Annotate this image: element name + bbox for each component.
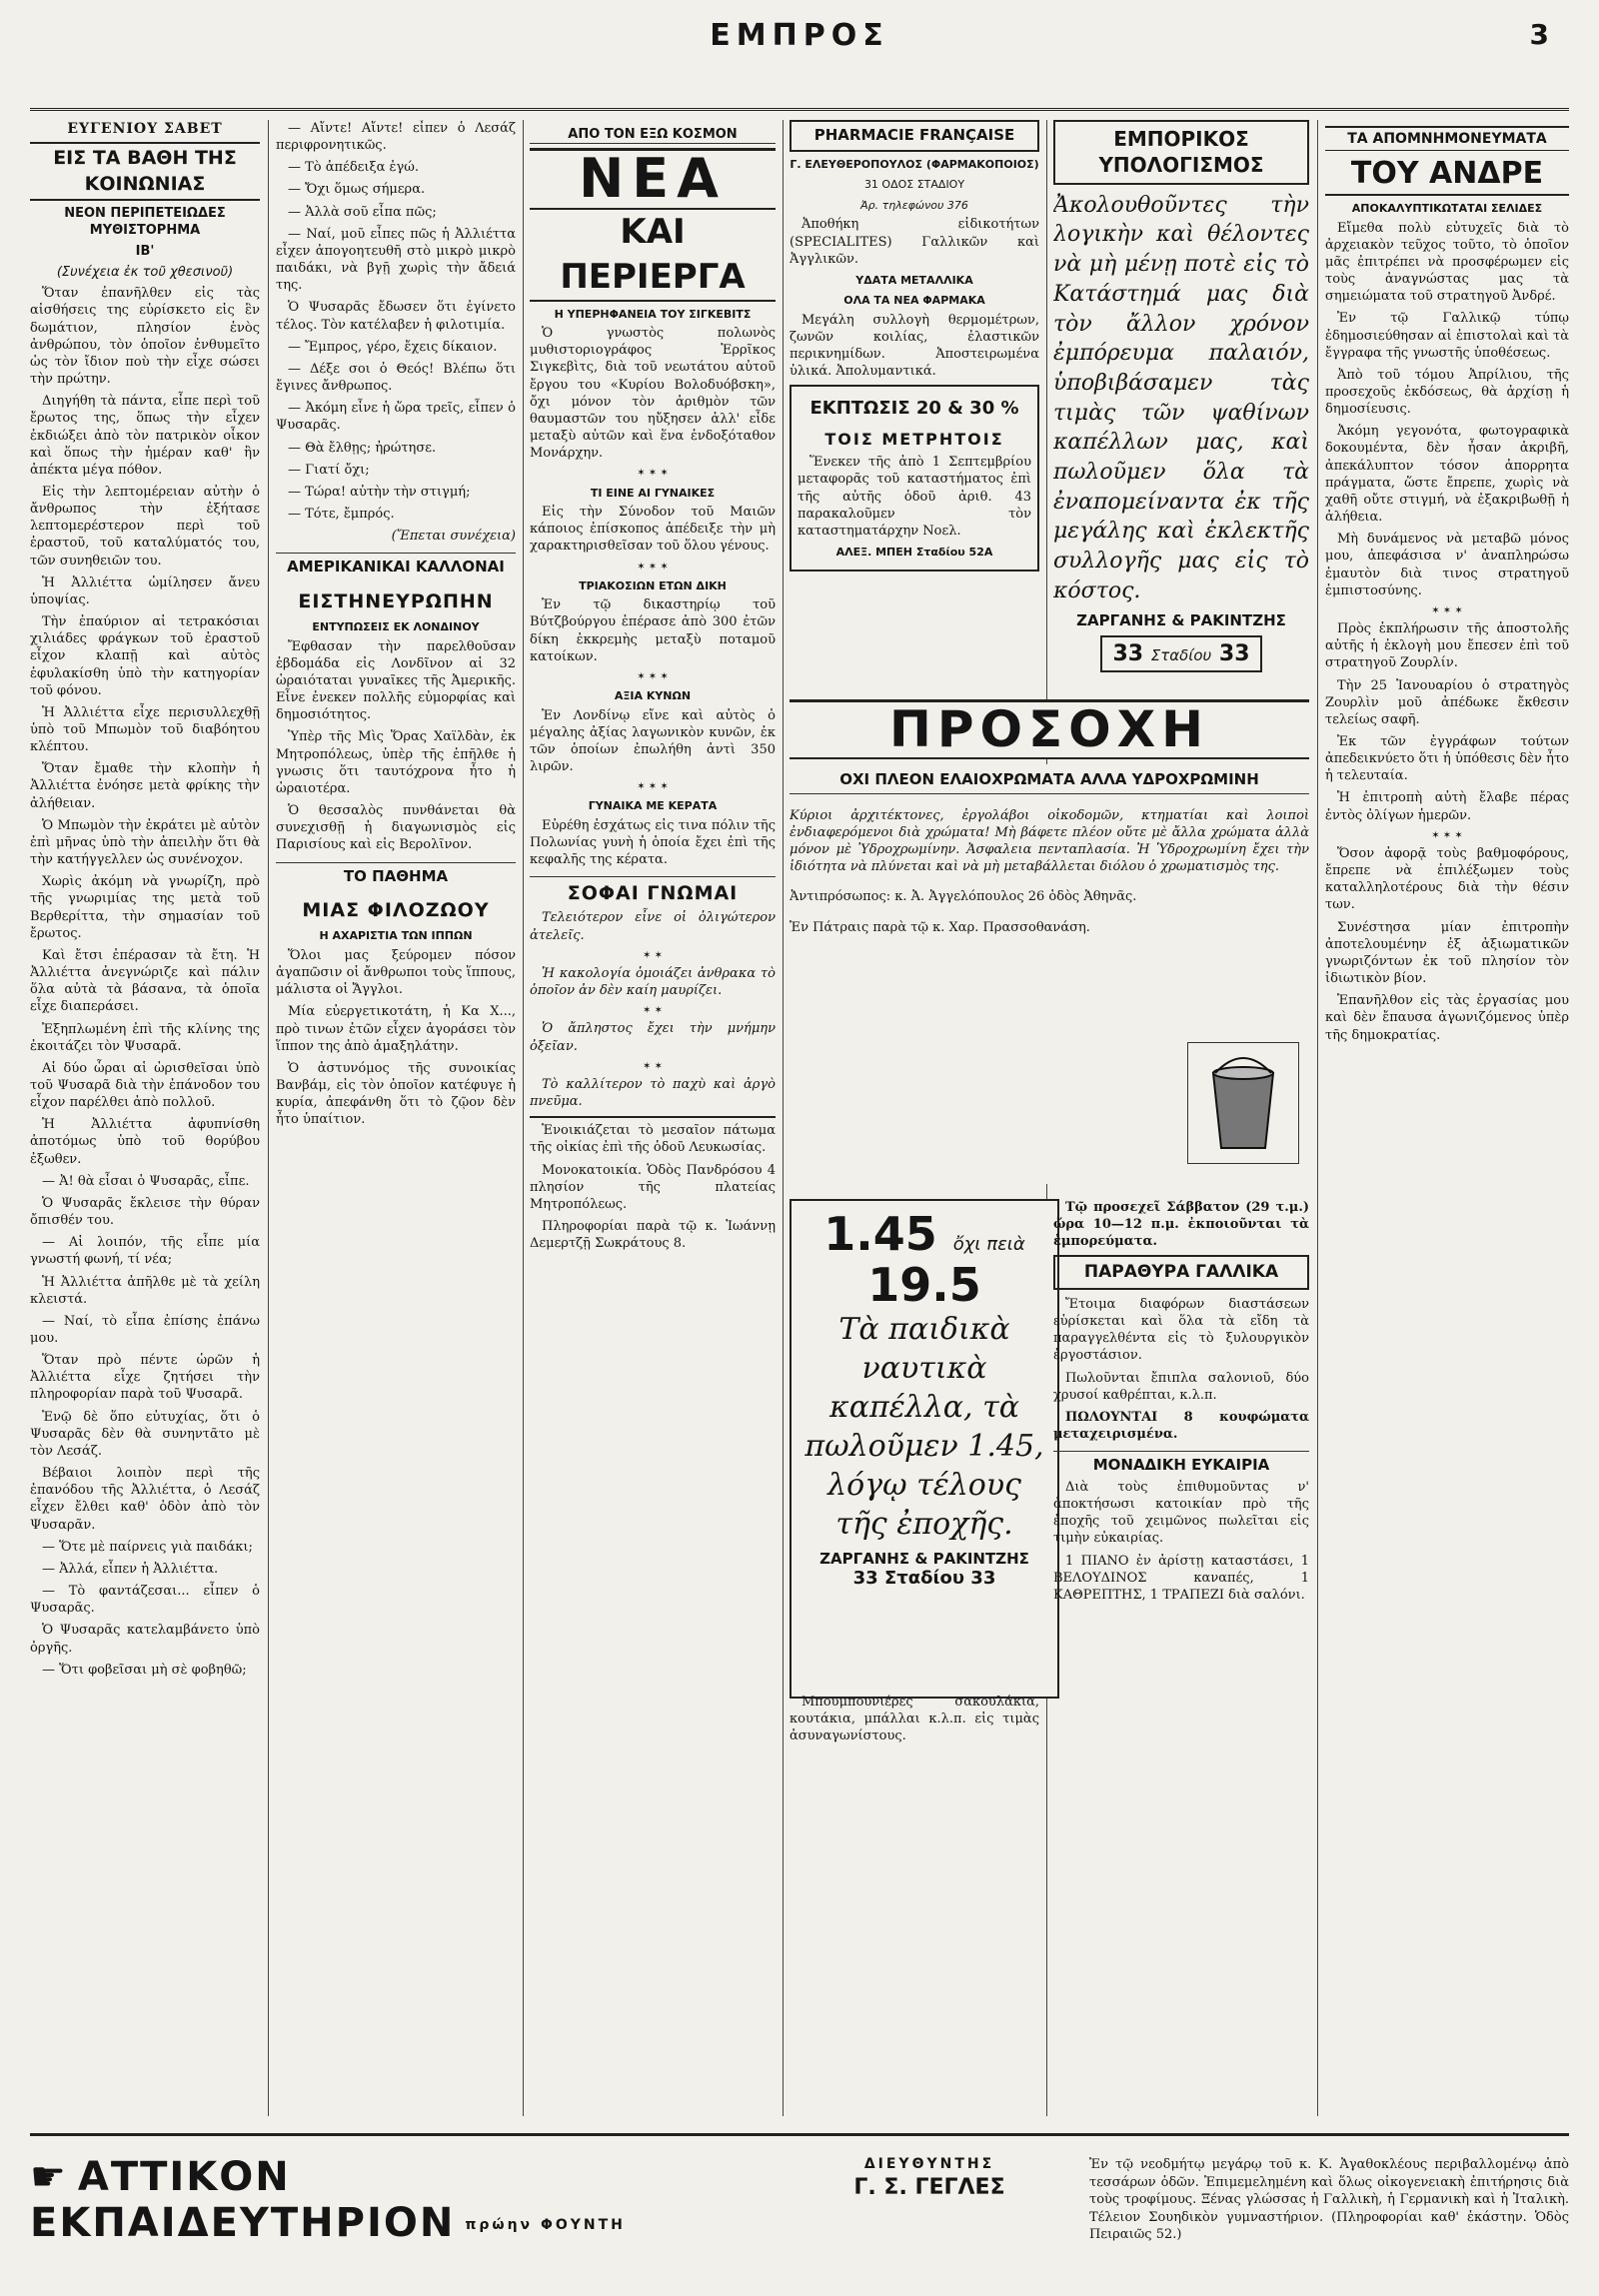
american-beauties-heading: ΑΜΕΡΙΚΑΝΙΚΑΙ ΚΑΛΛΟΝΑΙ [276, 553, 516, 577]
novel-paragraph: — Ὅτι φοβεῖσαι μὴ σὲ φοβηθῶ; [42, 1662, 247, 1678]
attention-banner: ΠΡΟΣΟΧΗ [790, 699, 1309, 759]
saying: Ἡ κακολογία ὁμοιάζει ἀνθρακα τὸ ὁποῖον ἀν δὲν καίη μαυρίζει. [530, 965, 776, 999]
novel-paragraph: — Ναί, μοῦ εἶπες πῶς ἡ Ἀλλιέττα εἶχεν ἀπογοητευθῆ στὸ μικρὸ μικρὸ παιδάκι, νὰ βγῇ χωρὶς τὴν ἄδειά της. [276, 226, 516, 294]
column-commercial [1053, 120, 1309, 689]
wise-sayings-heading: ΣΟΦΑΙ ΓΝΩΜΑΙ [530, 876, 776, 906]
paint-ad [790, 764, 1309, 1184]
article-paragraph: Ὅλοι μας ξεύρομεν πόσον ἀγαπῶσιν οἱ ἄνθρωποι τοὺς ἵππους, μάλιστα οἱ Ἄγγλοι. [276, 947, 516, 998]
classified-ad: Μπουμπουνιέρες σακουλάκια, κουτάκια, μπάλλαι κ.λ.π. εἰς τιμὰς ἀσυναγωνίστους. [790, 1695, 1039, 1744]
novel-paragraph: — Θὰ ἔλθῃς; ἠρώτησε. [288, 440, 437, 456]
memoirs-paragraph: Εἴμεθα πολὺ εὐτυχεῖς διὰ τὸ ἀρχειακὸν τεῦχος τοῦτο, τὸ ὁποῖον μᾶς ἐπιτρέπει νὰ προσφέρωμεν εἰς τοὺς ἀναγνώστας μας τὰ σημειώματα τοῦ στρατηγοῦ Ἀνδρέ. [1325, 220, 1569, 305]
newspaper-title: ΕΜΠΡΟΣ [710, 18, 889, 53]
novel-paragraph: — Ὄχι ὅμως σήμερα. [288, 182, 426, 198]
novel-paragraph: Ἡ Ἀλλιέττα ὡμίλησεν ἄνευ ὑποψίας. [30, 574, 260, 607]
news-item-title: ΑΞΙΑ ΚΥΝΩΝ [614, 689, 692, 703]
novel-paragraph: — Ἀ! θὰ εἶσαι ὁ Ψυσαρᾶς, εἶπε. [42, 1173, 250, 1189]
saying: Ὁ ἄπληστος ἔχει τὴν μνήμην ὀξεῖαν. [530, 1021, 776, 1054]
novel-subheadline: ΝΕΟΝ ΠΕΡΙΠΕΤΕΙΩΔΕΣ ΜΥΘΙΣΤΟΡΗΜΑ [64, 205, 226, 238]
novel-paragraph: — Αἱ λοιπόν, τῆς εἶπε μία γνωστή φωνή, τί νέα; [30, 1235, 260, 1268]
memoirs-paragraph: Ὅσον ἀφορᾷ τοὺς βαθμοφόρους, ἔπρεπε νὰ ἐπιλέξωμεν τοὺς καταλληλοτέρους διὰ τὴν θέσιν των. [1325, 845, 1569, 913]
novel-paragraph: Ἐξηπλωμένη ἐπὶ τῆς κλίνης της ἐκοιτάζει τὸν Ψυσαρᾶ. [30, 1021, 260, 1054]
school-name: ☛ ΑΤΤΙΚΟΝ ΕΚΠΑΙΔΕΥΤΗΡΙΟΝ πρώην ΦΟΥΝΤΗ [30, 2154, 626, 2246]
novel-paragraph: — Ναί, τὸ εἶπα ἐπίσης ἐπάνω μου. [30, 1313, 260, 1346]
novel-paragraph: Χωρὶς ἀκόμη νὰ γνωρίζη, πρὸ τῆς γνωριμίας της μετὰ τοῦ Βερθερίττα, τὴν σημασίαν τοῦ ἔρωτος. [30, 874, 260, 941]
column-rule [268, 120, 269, 2116]
footer-advertisement [30, 2133, 1569, 2266]
novel-paragraph: Αἱ δύο ὧραι αἱ ὡρισθεῖσαι ὑπὸ τοῦ Ψυσαρᾶ διὰ τὴν ἐπάνοδον του εἶχον παρέλθει ἀπὸ πολλοῦ. [30, 1060, 260, 1111]
column-rule [523, 120, 524, 2116]
novel-paragraph: — Τὸ φαντάζεσαι... εἶπεν ὁ Ψυσαρᾶς. [30, 1584, 260, 1617]
memoirs-paragraph: Τὴν 25 Ἰανουαρίου ὁ στρατηγὸς Ζουρλὶν μοῦ ἀπέδωκε ἔκθεσιν τελείως σαφῆ. [1325, 677, 1569, 727]
separator-stars: ✶ ✶ ✶ [637, 670, 669, 682]
novel-paragraph: Ἡ Ἀλλιέττα εἶχε περισυλλεχθῇ ὑπὸ τοῦ Μπωμὸν τοῦ διαβόητου κλέπτου. [30, 704, 260, 755]
news-item-text: Ἐν τῷ δικαστηρίῳ τοῦ Βύτζβούργου ἐπέρασε ἀπὸ 300 ἐτῶν δίκη ἐκκρεμὴς μεταξὺ ποταμοῦ κατοίκων. [530, 597, 776, 664]
shop-address: 33 Σταδίου 33 [1100, 635, 1261, 672]
article-paragraph: Ὑπὲρ τῆς Μὶς Ὅρας Χαϊλδὰν, ἐκ Μητροπόλεως, ὑπὲρ τῆς ἐπῆλθε ἡ γνωσις ὅτι ταυτόχρονα ἦτο ἡ ὡραιοτέρα. [276, 729, 516, 796]
memoirs-paragraph: Ἐκ τῶν ἐγγράφων τούτων ἀπεδεικνύετο ὅτι ἡ ὑπόθεσις δὲν ἦτο ἡ τελευταία. [1325, 733, 1569, 784]
novel-paragraph: — Τὸ ἀπέδειξα ἐγώ. [288, 160, 420, 176]
novel-paragraph: Ὅταν ἔμαθε τὴν κλοπὴν ἡ Ἀλλιέττα ἐνόησε μετὰ φρίκης τὴν ἀλήθειαν. [30, 761, 260, 811]
memoirs-paragraph: Ἡ ἐπιτροπὴ αὐτὴ ἔλαβε πέρας ἐντὸς ὀλίγων ἡμερῶν. [1325, 790, 1569, 823]
director-name: Γ. Σ. ΓΕΓΛΕΣ [853, 2174, 1005, 2200]
commercial-heading: ΕΜΠΟΡΙΚΟΣ ΥΠΟΛΟΓΙΣΜΟΣ [1053, 120, 1309, 185]
continuation-note: (Συνέχεια ἐκ τοῦ χθεσινοῦ) [56, 265, 234, 281]
auction-note: Τῷ προσεχεῖ Σάββατον (29 τ.μ.) ὥρα 10—12 π.μ. ἐκποιοῦνται τὰ ἐμπορεύματα. [1053, 1200, 1309, 1250]
article-paragraph: Μία εὐεργετικοτάτη, ἡ Κα Χ..., πρὸ τινων ἐτῶν εἶχεν ἀγοράσει τὸν ἵππον της ἀπὸ ἁμαξηλάτην. [276, 1004, 516, 1054]
furniture-sale: Πωλοῦνται ἔπιπλα σαλονιοῦ, δύο χρυσοί καθρέπται, κ.λ.π. [1053, 1370, 1309, 1403]
paint-bucket-illustration [1187, 1042, 1299, 1164]
news-item-title: ΓΥΝΑΙΚΑ ΜΕ ΚΕΡΑΤΑ [588, 799, 718, 813]
column-memoirs [1325, 120, 1569, 2116]
shop-name: ΖΑΡΓΑΝΗΣ & ΡΑΚΙΝΤΖΗΣ [1076, 611, 1286, 630]
bucket-icon [1203, 1053, 1283, 1153]
novel-paragraph: Ὅταν πρὸ πέντε ὡρῶν ἡ Ἀλλιέττα εἶχε ζητήσει τὴν πληροφορίαν παρὰ τοῦ Ψυσαρᾶ. [30, 1353, 260, 1403]
column-four-bottom [790, 1694, 1039, 2116]
paint-subheading: ΟΧΙ ΠΛΕΟΝ ΕΛΑΙΟΧΡΩΜΑΤΑ ΑΛΛΑ ΥΔΡΟΧΡΩΜΙΝΗ [790, 770, 1309, 794]
memoirs-paragraph: Ἀπὸ τοῦ τόμου Ἀπρίλιου, τῆς προσεχοῦς ἐκδόσεως, θὰ ἀρχίσῃ ἡ δημοσίευσις. [1325, 367, 1569, 418]
novel-paragraph: Βέβαιοι λοιπὸν περὶ τῆς ἐπανόδου τῆς Ἀλλιέττα, ὁ Λεσάζ εἶχεν ἔλθει καθ' ὁδὸν ἀπὸ τὸν Ψυσαρᾶν. [30, 1466, 260, 1533]
novel-paragraph: Ἡ Ἀλλιέττα ἀφυπνίσθη ἀποτόμως ὑπὸ τοῦ θορύβου ἐξωθεν. [30, 1117, 260, 1167]
memoirs-paragraph: Ἀκόμη γεγονότα, φωτογραφικὰ δοκουμέντα, δὲν ἦσαν ἀκριβῆ, ἀπεκάλυπτον τόσον ἀπορρητα πράγματα, ὥστε ἔπρεπε, χωρὶς νὰ χαθῆ οὔτε στιγμή, νὰ ἐξακριβωθῇ ἡ ἀλήθεια. [1325, 424, 1569, 526]
saying: Τὸ καλλίτερον τὸ παχὺ καὶ ἀργὸ πνεῦμα. [530, 1076, 776, 1110]
curiosities-masthead: ΚΑΙ ΠΕΡΙΕΡΓΑ [530, 210, 776, 302]
shop-name: ΖΑΡΓΑΝΗΣ & ΡΑΚΙΝΤΖΗΣ [819, 1550, 1029, 1569]
paint-agents-patras: Ἐν Πάτραις παρὰ τῷ κ. Χαρ. Πρασσοθανάση. [790, 919, 1090, 935]
memoirs-title: ΤΟΥ ΑΝΔΡΕ [1325, 154, 1569, 196]
london-subheading: ΕΝΤΥΠΩΣΕΙΣ ΕΚ ΛΟΝΔΙΝΟΥ [312, 620, 480, 634]
column-rule [783, 120, 784, 2116]
hats-price-ad [790, 1199, 1059, 1699]
news-item-text: Εἰς τὴν Σύνοδον τοῦ Μαιῶν κάποιος ἐπίσκοπος ἀπέδειξε τὴν μὴ χαρακτηρισθεῖσαν τοῦ ὅλου γένους. [530, 505, 776, 555]
new-drugs: ΟΛΑ ΤΑ ΝΕΑ ΦΑΡΜΑΚΑ [843, 294, 985, 308]
to-be-continued: (Ἔπεται συνέχεια) [391, 529, 516, 545]
memoirs-kicker: ΤΑ ΑΠΟΜΝΗΜΟΝΕΥΜΑΤΑ [1325, 126, 1569, 151]
discount-text: Ἕνεκεν τῆς ἀπὸ 1 Σεπτεμβρίου μεταφορᾶς τοῦ καταστήματος ἐπὶ τῆς αὐτῆς ὁδοῦ ἀριθ. 43 παρακαλοῦμεν τὸν καταστηματάρχην Νοελ. [798, 455, 1031, 539]
pharmacy-heading: PHARMACIE FRANÇAISE [790, 120, 1039, 152]
pharmacy-specialties: Ἀποθήκη εἰδικοτήτων (SPECIALITES) Γαλλικῶν καὶ Ἀγγλικῶν. [790, 217, 1039, 267]
author-byline: ΕΥΓΕΝΙΟΥ ΣΑΒΕΤ [67, 121, 223, 137]
paint-agents: Ἀντιπρόσωπος: κ. Ἀ. Ἀγγελόπουλος 26 ὁδὸς Ἀθηνᾶς. [790, 889, 1137, 905]
novel-paragraph: — Αἴντε! Αἴντε! εἶπεν ὁ Λεσάζ περιφρονητικῶς. [276, 121, 516, 154]
column-news [530, 120, 776, 2116]
novel-paragraph: — Δέξε σοι ὁ Θεός! Βλέπω ὅτι ἔγινες ἄνθρωπος. [276, 361, 516, 395]
frames-sale: ΠΩΛΟΥΝΤΑΙ 8 κουφώματα μεταχειρισμένα. [1053, 1409, 1309, 1442]
discount-ad [790, 385, 1039, 571]
novel-headline: ΕΙΣ ΤΑ ΒΑΘΗ ΤΗΣ ΚΟΙΝΩΝΙΑΣ [30, 142, 260, 200]
novel-paragraph: Τὴν ἐπαύριον αἰ τετρακόσιαι χιλιάδες φράγκων τοῦ ἐραστοῦ εἶχον κλαπῇ καὶ αὐτὸς ἐφυλακίσθη ὑπὸ τὴν κατηγορίαν τοῦ φόνου. [30, 614, 260, 698]
novel-paragraph: — Ἔμπρος, γέρο, ἔχεις δίκαιον. [288, 339, 498, 355]
unique-opportunity-heading: ΜΟΝΑΔΙΚΗ ΕΥΚΑΙΡΙΑ [1053, 1451, 1309, 1476]
memoirs-paragraph: Πρὸς ἐκπλήρωσιν τῆς ἀποστολῆς αὐτῆς ἡ ἐκλογὴ μου ἔπεσεν ἐπὶ τοῦ στρατηγοῦ Ζουρλίν. [1325, 621, 1569, 671]
memoirs-paragraph: Συνέστησα μίαν ἐπιτροπὴν ἀποτελουμένην ἐξ ἀξιωματικῶν γνωριζόντων ἐκ τοῦ πλησίον τὸν ἰδιωτικὸν βίον. [1325, 919, 1569, 987]
news-item-text: Ἐν Λονδίνῳ εἴνε καὶ αὐτὸς ὁ μέγαλης ἀξίας λαγωνικὸν κυνῶν, ἐκ τῶν ὁποίων ἐπωλήθη ἀντὶ 350 λιρῶν. [530, 707, 776, 775]
pharmacy-text: Μεγάλη συλλογὴ θερμομέτρων, ζωνῶν κοιλίας, ἐλαστικῶν περικνημίδων. Ἀποστειρωμένα ὑλικά. Ἀπολυμαντικά. [790, 312, 1039, 380]
article-paragraph: Ἔφθασαν τὴν παρελθοῦσαν ἑβδομάδα εἰς Λονδῖνον αἱ 32 ὡραιόταται γυναῖκες τῆς Ἀμερικῆς. Εἶνε ἐνεκεν πολλῆς εὐμορφίας καὶ δημοσιότητος. [276, 638, 516, 723]
separator-stars: ✶ ✶ [643, 1060, 663, 1072]
director-block [790, 2156, 1069, 2201]
windows-heading: ΠΑΡΑΘΥΡΑ ΓΑΛΛΙΚΑ [1053, 1255, 1309, 1289]
novel-paragraph: Ἐνῷ δὲ ὅπο εὐτυχίας, ὅτι ὁ Ψυσαρᾶς δὲν θὰ συνηντᾶτο μὲ τὸν Λεσάζ. [30, 1409, 260, 1459]
novel-paragraph: Ὁ Ψυσαρᾶς κατελαμβάνετο ὑπὸ ὀργῆς. [30, 1623, 260, 1656]
paint-text: Κύριοι ἀρχιτέκτονες, ἐργολάβοι οἰκοδομῶν, κτηματίαι καὶ λοιποὶ ἐνδιαφερόμενοι διὰ χρώματα! Μὴ βάφετε πλέον οὔτε μὲ ἄλλα χρώματα ἀλλὰ μόνον μὲ Ὑδροχρωμίνην. Ἀσφαλεια πενταπλασία. Ἡ Ὑδροχρωμίνη ἔχει τὴν ἰδιότητα νὰ πλύνεται καὶ νὰ μὴ μεταβάλλεται διόλου ὁ χρωματισμὸς της. [790, 807, 1309, 875]
memoirs-paragraph: Ἐν τῷ Γαλλικῷ τύπῳ ἐδημοσιεύθησαν αἱ ἐπιστολαὶ καὶ τὰ ἔγγραφα τῆς γνωστῆς ὑποθέσεως. [1325, 311, 1569, 361]
novel-paragraph: Ὅταν ἐπανῆλθεν εἰς τὰς αἰσθήσεις της εὑρίσκετο εἰς ἓν δωμάτιον, πλησίον ἑνὸς ἀνθρώπου, τὸν ὁποῖον ἐνθυμεῖτο ὡς τὸν ἴδιον ποὺ τὴν εἶχε σώσει τὴν πρώτην. [30, 286, 260, 388]
novel-paragraph: Ἡ Ἀλλιέττα ἀπῆλθε μὲ τὰ χείλη κλειστά. [30, 1274, 260, 1307]
saying: Τελειότερον εἶνε οἱ ὀλιγώτερον ἀτελεῖς. [530, 910, 776, 943]
windows-text: Ἔτοιμα διαφόρων διαστάσεων εὑρίσκεται καὶ ὅλα τὰ εἴδη τὰ παραγγελθέντα εἰς τὸ ξυλουργικὸν ἐργοστάσιον. [1053, 1296, 1309, 1364]
novel-paragraph: Ὁ Ψυσαρᾶς ἔκλεισε τὴν θύραν ὄπισθέν του. [30, 1195, 260, 1229]
abroad-kicker: ΑΠΟ ΤΟΝ ΕΞΩ ΚΟΣΜΟΝ [530, 126, 776, 144]
memoirs-paragraph: Ἐπανῆλθον εἰς τὰς ἐργασίας μου καὶ δὲν ἔπαυσα ἀγωνιζόμενος ὑπὲρ τῆς δημοκρατίας. [1325, 993, 1569, 1043]
furniture-list: 1 ΠΙΑΝΟ ἐν ἀρίστῃ καταστάσει, 1 ΒΕΛΟΥΔΙΝΟΣ καναπές, 1 ΚΑΘΡΕΠΤΗΣ, 1 ΤΡΑΠΕΖΙ διὰ σαλόνι. [1053, 1553, 1309, 1603]
pharmacist-name: Γ. ΕΛΕΥΘΕΡΟΠΟΥΛΟΣ (ΦΑΡΜΑΚΟΠΟΙΟΣ) [790, 157, 1039, 171]
separator-stars: ✶ ✶ [643, 949, 663, 961]
director-label: ΔΙΕΥΘΥΝΤΗΣ [863, 2156, 995, 2172]
mishap-heading: ΤΟ ΠΑΘΗΜΑ [276, 862, 516, 887]
pharmacy-phone: Ἀρ. τηλεφώνου 376 [860, 198, 968, 212]
mishap-subheading: ΜΙΑΣ ΦΙΛΟΖΩΟΥ [302, 899, 490, 922]
news-item-text: Ὁ γνωστὸς πολωνὸς μυθιστοριογράφος Ἐρρῖκος Σιγκεβὶτς, διὰ τοῦ νεωτάτου αὐτοῦ ἔργου του «Κυρίου Βολοδυόβσκη», ὄχι μόνον τὸν ἀριθμὸν τῶν θαυμαστῶν του ηὔξησεν ἀλλ' εἶδε μεταξὺ αὐτῶν καὶ ἕνα ἐνδοξόταθον Μονάρχην. [530, 326, 776, 462]
news-item-title: ΤΙ ΕΙΝΕ ΑΙ ΓΥΝΑΙΚΕΣ [590, 486, 716, 500]
discount-signature: ΑΛΕΞ. ΜΠΕΗ Σταδίου 52Α [835, 546, 993, 560]
novel-paragraph: Ὁ Ψυσαρᾶς ἔδωσεν ὅτι ἐγίνετο τέλος. Τὸν κατέλαβεν ἡ φιλοτιμία. [276, 300, 516, 333]
novel-paragraph: Ὁ Μπωμὸν τὴν ἐκράτει μὲ αὐτὸν ἐπὶ μῆνας ὑπὸ τὴν ἀπειλὴν ὅτι θὰ τὴν κατήγγελλεν ὡς συνένοχον. [30, 817, 260, 868]
horses-subheading: Η ΑΧΑΡΙΣΤΙΑ ΤΩΝ ΙΠΠΩΝ [319, 929, 473, 943]
hats-text: Τὰ παιδικὰ ναυτικὰ καπέλλα, τὰ πωλοῦμεν 1.45, λόγῳ τέλους τῆς ἐποχῆς. [804, 1312, 1044, 1543]
installment-number: ΙΒ' [135, 243, 155, 259]
memoirs-paragraph: Μὴ δυνάμενος νὰ μεταβῶ μόνος μου, ἀπεφάσισα ν' ἀναπληρώσω ἐμαυτὸν διὰ τινος στρατηγοῦ ἐμπιστοσύνης. [1325, 532, 1569, 598]
novel-paragraph: — Τότε, ἔμπρός. [288, 506, 395, 522]
separator-stars: ✶ ✶ [643, 1005, 663, 1017]
novel-paragraph: Καὶ ἔτσι ἐπέρασαν τὰ ἔτη. Ἡ Ἀλλιέττα ἀνεγνώριζε καὶ πάλιν ὅλα αὐτὰ τὰ βάσανα, τὰ ὁποῖα εἶχε διαπεράσει. [30, 947, 260, 1015]
masthead [30, 18, 1569, 111]
pointing-hand-icon: ☛ [30, 2154, 68, 2200]
novel-paragraph: Διηγήθη τὰ πάντα, εἶπε περὶ τοῦ ἔρωτος της, ὅπως τὴν εἶχεν ἐκδιώξει ἀπὸ τὸν πατρικὸν οἶκον καὶ ὅπως τὴν ἡμέραν καθ' ἣν ἀπέκτα μέγα πόθον. [30, 394, 260, 478]
column-serial-novel [30, 120, 260, 2116]
classified-ad: Μονοκατοικία. Ὁδὸς Πανδρόσου 4 πλησίον τῆς πλατείας Μητροπόλεως. [530, 1162, 776, 1212]
news-item-title: ΤΡΙΑΚΟΣΙΩΝ ΕΤΩΝ ΔΙΚΗ [579, 578, 727, 592]
column-pharmacy [790, 120, 1039, 689]
discount-heading: ΕΚΠΤΩΣΙΣ 20 & 30 % [809, 398, 1019, 420]
news-item-text: Εὑρέθη ἐσχάτως εἰς τινα πόλιν τῆς Πολωνίας γυνὴ ἡ ὁποία ἔχει ἐπὶ τῆς κεφαλῆς της κέρατα. [530, 817, 776, 868]
column-rule [1317, 120, 1318, 2116]
novel-paragraph: — Τώρα! αὐτὴν τὴν στιγμή; [288, 484, 471, 500]
news-masthead: ΝΕΑ [530, 148, 776, 210]
school-description: Ἐν τῷ νεοδμήτῳ μεγάρῳ τοῦ κ. Κ. Ἀγαθοκλέους περιβαλλομένῳ ἀπὸ τεσσάρων ὁδῶν. Ἐπιμεμελημένη καὶ ὅλως οἰκογενειακὴ ἐπιτήρησις διὰ τοὺς τροφίμους. Ξένας γλώσσας ἡ Γαλλικὴ, ἡ Γερμανικὴ καὶ ἡ Ἰταλικὴ. Τέλειον Σουηδικὸν γυμναστήριον. (Πληροφορίαι καθ' ἑκάστην. Ὁδὸς Πειραιῶς 52.) [1089, 2157, 1569, 2243]
shop-address: 33 Σταδίου 33 [852, 1568, 996, 1590]
opportunity-text: Διὰ τοὺς ἐπιθυμοῦντας ν' ἀποκτήσωσι κατοικίαν πρὸ τῆς ἐποχῆς τοῦ χειμῶνος πωλεῖται εἰς τιμὴν εὐκαιρίας. [1053, 1479, 1309, 1547]
novel-paragraph: — Ὅτε μὲ παίρνεις γιὰ παιδάκι; [42, 1539, 253, 1555]
separator-stars: ✶ ✶ ✶ [637, 468, 669, 480]
in-europe-subheading: ΕΙΣΤΗΝΕΥΡΩΠΗΝ [298, 590, 494, 613]
mineral-waters: ΥΔΑΤΑ ΜΕΤΑΛΛΙΚΑ [855, 273, 973, 287]
separator-stars: ✶ ✶ ✶ [1431, 604, 1463, 616]
commercial-text: Ἀκολουθοῦντες τὴν λογικὴν καὶ θέλοντες νὰ μὴ μένῃ ποτὲ εἰς τὸ Κατάστημά μας διὰ τὸν ἄλλον χρόνον ἐμπόρευμα παλαιόν, ὑποβιβάσαμεν τὰς τιμὰς τῶν ψαθίνων καπέλλων μας, καὶ πωλοῦμεν ὅλα τὰ ἐναπομείναντα ἐκ τῆς μεγάλης καὶ ἐκλεκτῆς συλλογῆς μας εἰς τὸ κόστος. [1053, 192, 1309, 603]
novel-paragraph: — Ἀλλά, εἶπεν ἡ Ἀλλιέττα. [42, 1561, 219, 1577]
price-comparison: 1.45 ὄχι πειὰ 19.5 [823, 1207, 1025, 1312]
former-name: πρώην ΦΟΥΝΤΗ [465, 2217, 626, 2233]
memoirs-subtitle: ΑΠΟΚΑΛΥΠΤΙΚΩΤΑΤΑΙ ΣΕΛΙΔΕΣ [1351, 202, 1543, 216]
page-number: 3 [1529, 18, 1549, 51]
novel-paragraph: Εἰς τὴν λεπτομέρειαν αὐτὴν ὁ ἄνθρωπος τὴν ἐξήτασε λεπτομερέστερον περὶ τοῦ ἐραστοῦ, τοῦ καταλύματός του, τῶν συνηθειῶν του. [30, 484, 260, 569]
separator-stars: ✶ ✶ ✶ [1431, 829, 1463, 841]
novel-paragraph: — Ἀκόμη εἶνε ἡ ὥρα τρεῖς, εἶπεν ὁ Ψυσαρᾶς. [276, 401, 516, 434]
column-five-bottom [1053, 1199, 1309, 2116]
novel-paragraph: — Γιατί ὄχι; [288, 462, 370, 478]
column-two [276, 120, 516, 2116]
article-paragraph: Ὁ ἀστυνόμος τῆς συνοικίας Βανβάμ, εἰς τὸν ὁποῖον κατέφυγε ἡ κυρία, ἀπεφάνθη ὅτι τὸ ζῷον δὲν ἦτο ὑπαίτιον. [276, 1060, 516, 1128]
pharmacy-address: 31 ΟΔΟΣ ΣΤΑΔΙΟΥ [863, 178, 965, 192]
classified-contact: Πληροφορίαι παρὰ τῷ κ. Ἰωάννῃ Δεμερτζῇ Σωκράτους 8. [530, 1219, 776, 1252]
article-paragraph: Ὁ θεσσαλὸς πυνθάνεται θὰ συνεχισθῇ ἡ διαγωνισμὸς εἰς Παρισίους καὶ εἰς Βερολῖνον. [276, 803, 516, 853]
separator-stars: ✶ ✶ ✶ [637, 561, 669, 573]
novel-paragraph: — Ἀλλὰ σοῦ εἶπα πῶς; [288, 204, 437, 220]
news-item-title: Η ΥΠΕΡΗΦΑΝΕΙΑ ΤΟΥ ΣΙΓΚΕΒΙΤΣ [554, 307, 752, 321]
cash-subheading: ΤΟΙΣ ΜΕΤΡΗΤΟΙΣ [824, 430, 1004, 450]
separator-stars: ✶ ✶ ✶ [637, 781, 669, 793]
classified-ad: Ἐνοικιάζεται τὸ μεσαῖον πάτωμα τῆς οἰκίας ἐπὶ τῆς ὁδοῦ Λευκωσίας. [530, 1123, 776, 1156]
